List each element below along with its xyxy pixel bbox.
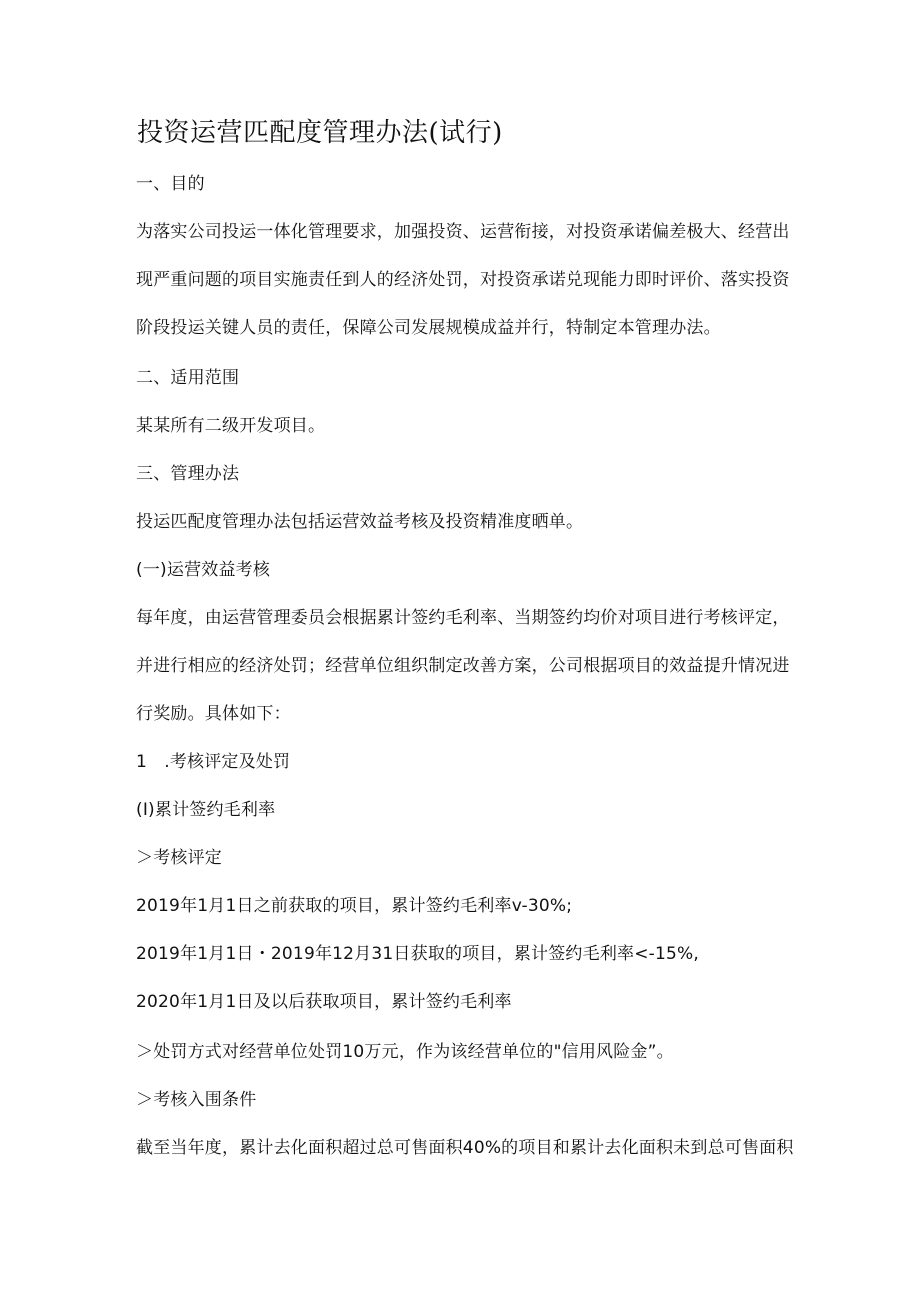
subsection-heading: (一)运营效益考核 (136, 560, 271, 580)
paragraph-line: 某某所有二级开发项目。 (136, 416, 326, 436)
list-subheading: (I)累计签约毛利率 (136, 800, 276, 820)
paragraph-line: 行奖励。具体如下： (136, 704, 291, 724)
paragraph-line: 截至当年度，累计去化面积超过总可售面积40%的项目和累计去化面积未到总可售面积 (136, 1138, 794, 1158)
paragraph-line: 为落实公司投运一体化管理要求，加强投资、运营衔接，对投资承诺偏差极大、经营出 (136, 222, 790, 242)
paragraph-line: 2020年1月1日及以后获取项目，累计签约毛利率 (136, 992, 512, 1012)
document-title: 投资运营匹配度管理办法(试行) (137, 118, 503, 148)
paragraph-line: 2019年1月1日・2019年12月31日获取的项目，累计签约毛利率<-15%, (136, 944, 699, 964)
section-heading-method: 三、管理办法 (136, 464, 240, 484)
paragraph-line: 并进行相应的经济处罚；经营单位组织制定改善方案，公司根据项目的效益提升情况进 (136, 656, 790, 676)
paragraph-line: 2019年1月1日之前获取的项目，累计签约毛利率v-30%; (136, 896, 573, 916)
bullet-line: ＞处罚方式对经营单位处罚10万元，作为该经营单位的"信用风险金”。 (136, 1042, 674, 1062)
paragraph-line: 现严重问题的项目实施责任到人的经济处罚，对投资承诺兑现能力即时评价、落实投资 (136, 270, 790, 290)
section-heading-scope: 二、适用范围 (136, 368, 240, 388)
paragraph-line: 投运匹配度管理办法包括运营效益考核及投资精准度晒单。 (136, 512, 584, 532)
bullet-line: ＞考核入围条件 (136, 1090, 257, 1110)
section-heading-purpose: 一、目的 (136, 174, 205, 194)
paragraph-line: 每年度，由运营管理委员会根据累计签约毛利率、当期签约均价对项目进行考核评定， (136, 608, 790, 628)
list-heading: 1 .考核评定及处罚 (136, 752, 291, 772)
bullet-line: ＞考核评定 (136, 848, 222, 868)
paragraph-line: 阶段投运关键人员的责任，保障公司发展规模成益并行，特制定本管理办法。 (136, 318, 721, 338)
